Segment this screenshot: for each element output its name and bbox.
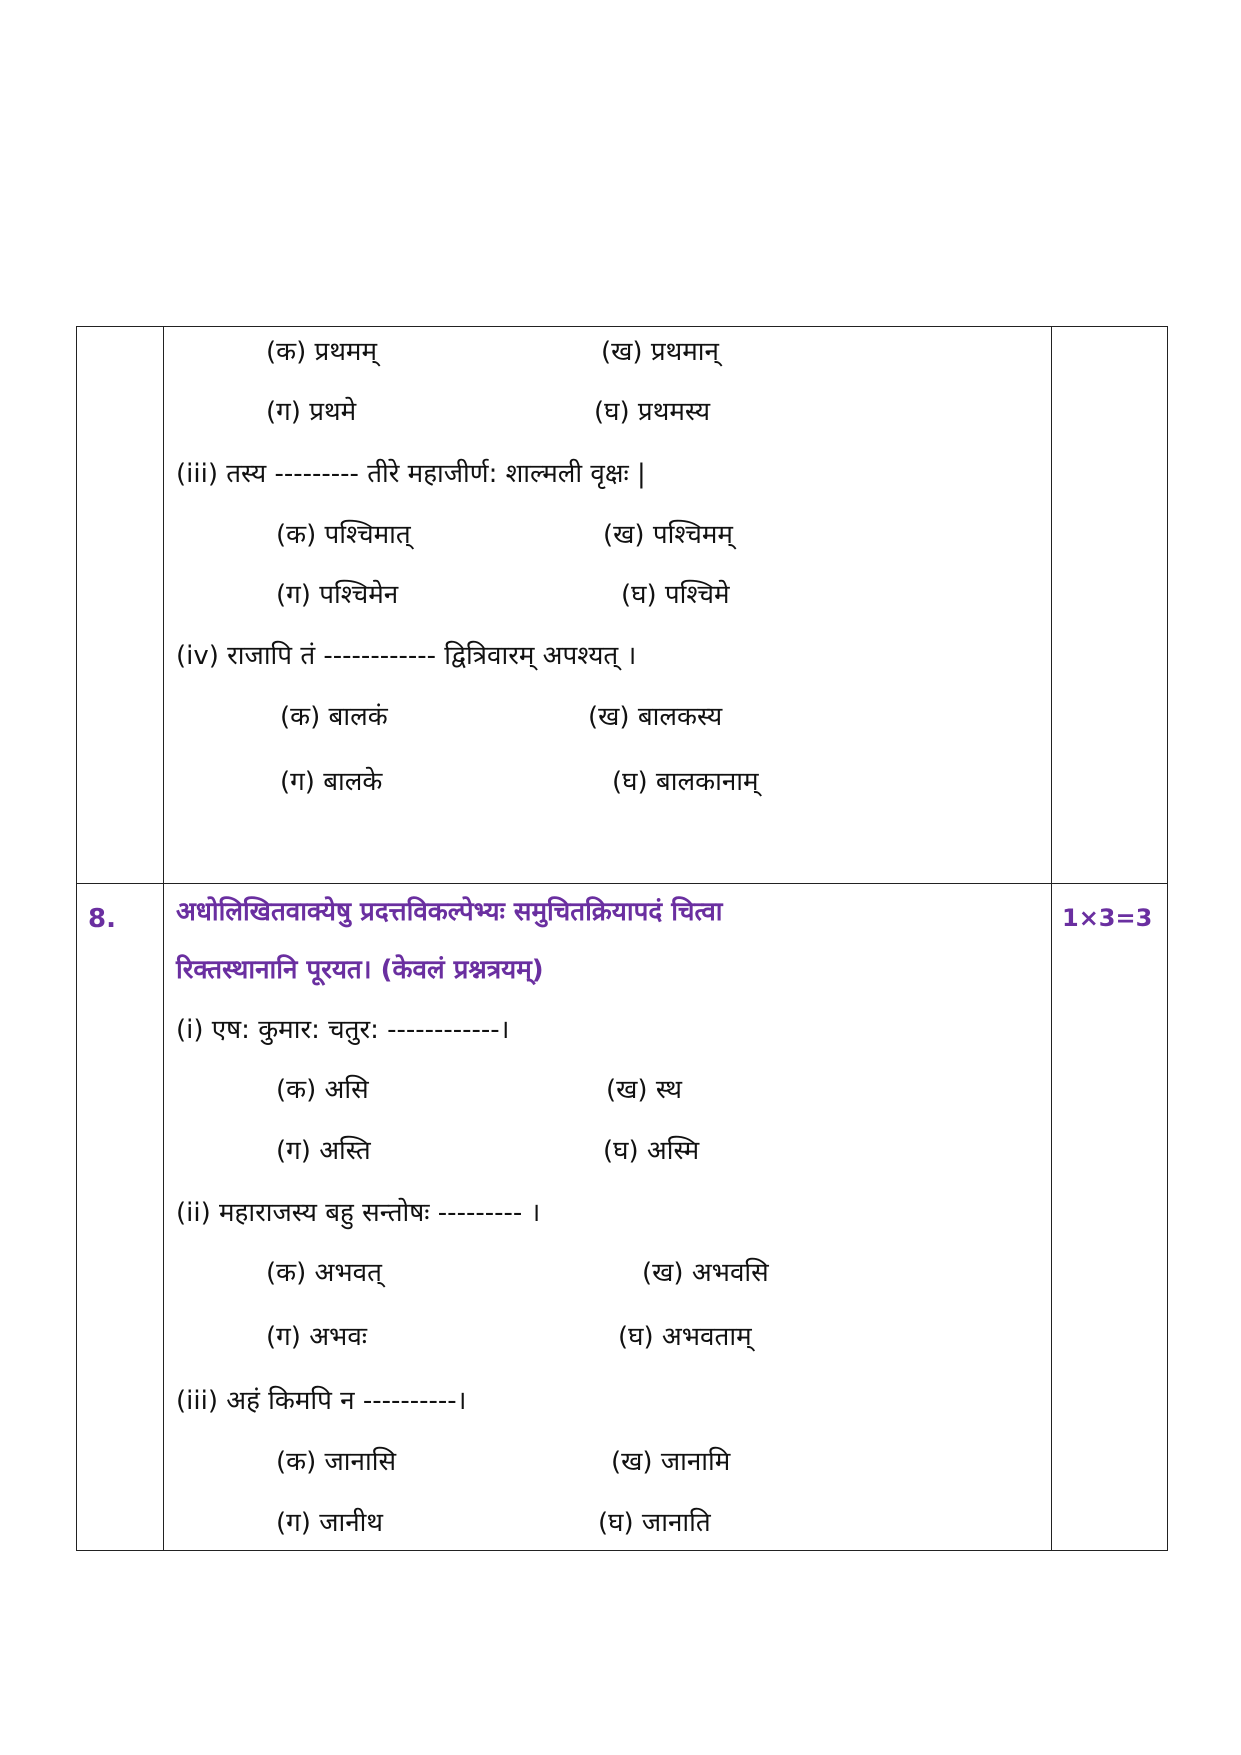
instruction-line-1: अधोलिखितवाक्येषु प्रदत्तविकल्पेभ्यः समुचितक्रियापदं चित्वा [176,897,723,927]
table-border-right [1167,326,1168,1551]
table-divider-2 [1051,326,1052,1551]
option-gha: (घ) अस्मि [603,1136,700,1166]
option-gha: (घ) जानाति [598,1508,711,1538]
question-ii: (ii) महाराजस्य बहु सन्तोषः --------- । [176,1198,541,1228]
option-kha: (ख) अभवसि [642,1258,769,1288]
option-kha: (ख) प्रथमान् [601,337,719,367]
option-ka: (क) जानासि [276,1447,397,1477]
row-divider [76,883,1168,884]
marks: 1×3=3 [1062,904,1153,932]
option-kha: (ख) स्थ [606,1075,683,1105]
option-ka: (क) अभवत् [266,1258,382,1288]
option-gha: (घ) पश्चिमे [621,580,730,610]
option-ga: (ग) अस्ति [276,1136,371,1166]
question-i: (i) एष: कुमार: चतुर: ------------। [176,1015,510,1045]
option-ka: (क) असि [276,1075,369,1105]
option-ka: (क) बालकं [280,702,388,732]
option-ga: (ग) प्रथमे [266,397,357,427]
option-gha: (घ) अभवताम् [618,1322,752,1352]
question-iii: (iii) तस्य --------- तीरे महाजीर्ण: शाल्मली वृक्षः | [176,459,646,489]
option-ka: (क) पश्चिमात् [276,520,411,550]
instruction-line-2: रिक्तस्थानानि पूरयत। (केवलं प्रश्नत्रयम्) [176,955,544,985]
option-kha: (ख) पश्चिमम् [603,520,733,550]
table-border-bottom [76,1550,1168,1551]
option-gha: (घ) बालकानाम् [612,767,759,797]
table-divider-1 [163,326,164,1551]
option-ga: (ग) बालके [280,767,383,797]
option-gha: (घ) प्रथमस्य [594,397,711,427]
table-border-left [76,326,77,1551]
option-kha: (ख) जानामि [611,1447,731,1477]
option-ga: (ग) पश्चिमेन [276,580,399,610]
question-iv: (iv) राजापि तं ------------ द्वित्रिवारम् अपश्यत् । [176,641,637,671]
question-iii: (iii) अहं किमपि न ----------। [176,1386,467,1416]
option-ka: (क) प्रथमम् [266,337,378,367]
option-ga: (ग) जानीथ [276,1508,383,1538]
option-kha: (ख) बालकस्य [588,702,723,732]
question-table [76,326,1168,1551]
question-number: 8. [88,904,116,934]
option-ga: (ग) अभवः [266,1322,368,1352]
table-border-top [76,326,1168,327]
